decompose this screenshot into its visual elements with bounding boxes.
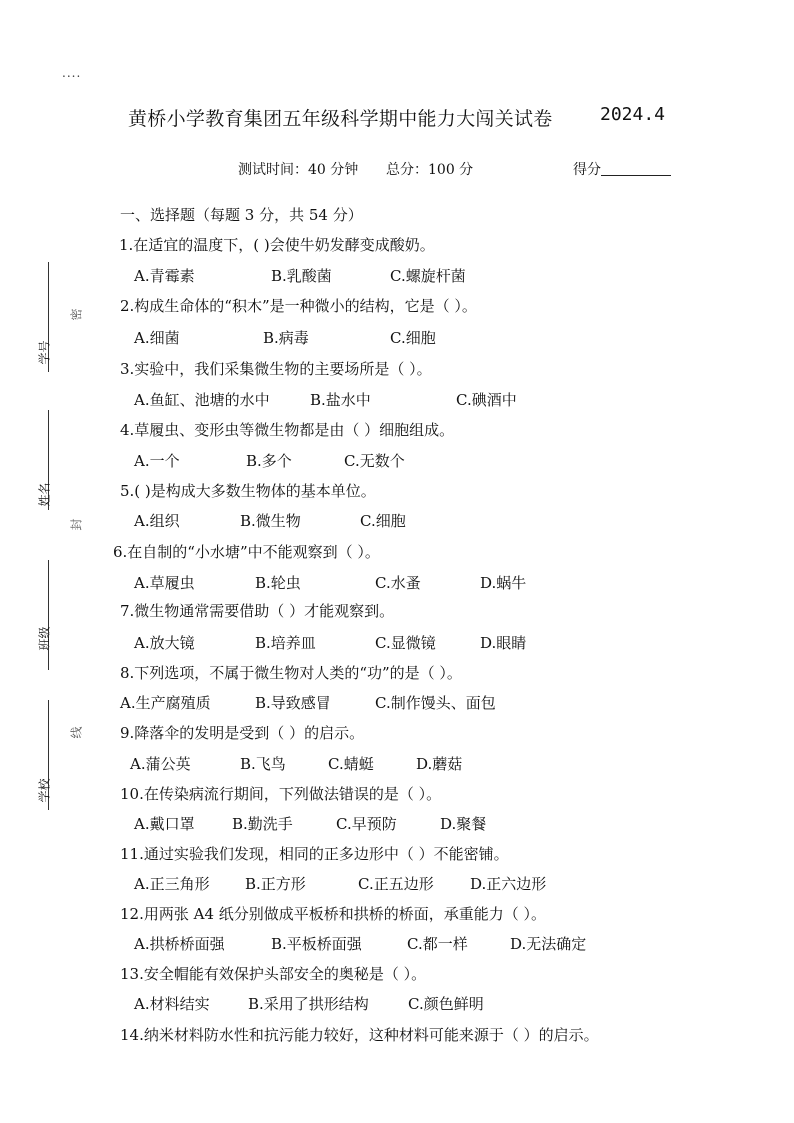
- q9-option-d[interactable]: D.蘑菇: [416, 755, 463, 773]
- total-score: 总分：100 分: [386, 162, 474, 178]
- q2-option-b[interactable]: B.病毒: [263, 329, 309, 347]
- q8-option-a[interactable]: A.生产腐殖质: [120, 694, 211, 712]
- q3-option-b[interactable]: B.盐水中: [310, 391, 371, 409]
- question-5: 5.( )是构成大多数生物体的基本单位。: [120, 482, 376, 500]
- q7-option-b[interactable]: B.培养皿: [255, 634, 316, 652]
- score-label: 得分: [573, 162, 601, 178]
- q6-option-d[interactable]: D.蜗牛: [480, 574, 527, 592]
- binding-line-3: [48, 560, 49, 670]
- q9-option-b[interactable]: B.飞鸟: [240, 755, 286, 773]
- q12-option-a[interactable]: A.拱桥桥面强: [134, 935, 225, 953]
- q8-option-c[interactable]: C.制作馒头、面包: [375, 694, 496, 712]
- question-2: 2.构成生命体的“积木”是一种微小的结构，它是（ ）。: [120, 297, 477, 315]
- q4-option-b[interactable]: B.多个: [246, 452, 292, 470]
- question-7: 7.微生物通常需要借助（ ）才能观察到。: [120, 602, 395, 620]
- q10-option-b[interactable]: B.勤洗手: [232, 815, 293, 833]
- class-label: 班级: [37, 626, 52, 651]
- q7-option-d[interactable]: D.眼睛: [480, 634, 527, 652]
- question-14: 14.纳米材料防水性和抗污能力较好，这种材料可能来源于（ ）的启示。: [120, 1026, 599, 1044]
- q13-option-c[interactable]: C.颜色鲜明: [408, 995, 484, 1013]
- q6-option-c[interactable]: C.水蚤: [375, 574, 421, 592]
- school-label: 学校: [37, 778, 52, 803]
- score-blank[interactable]: [601, 161, 671, 176]
- name-label: 姓名: [37, 482, 52, 507]
- question-13: 13.安全帽能有效保护头部安全的奥秘是（ ）。: [120, 965, 427, 983]
- question-9: 9.降落伞的发明是受到（ ）的启示。: [120, 724, 365, 742]
- q10-option-c[interactable]: C.早预防: [336, 815, 397, 833]
- q3-option-c[interactable]: C.碘酒中: [456, 391, 517, 409]
- q11-option-a[interactable]: A.正三角形: [134, 875, 210, 893]
- q13-option-b[interactable]: B.采用了拱形结构: [248, 995, 369, 1013]
- seal-mark-xian: 线: [69, 726, 84, 739]
- q7-option-c[interactable]: C.显微镜: [375, 634, 436, 652]
- q2-option-c[interactable]: C.细胞: [390, 329, 436, 347]
- q4-option-a[interactable]: A.一个: [134, 452, 180, 470]
- question-12: 12.用两张 A4 纸分别做成平板桥和拱桥的桥面，承重能力（ ）。: [120, 905, 547, 923]
- q11-option-c[interactable]: C.正五边形: [358, 875, 434, 893]
- seal-mark-feng: 封: [69, 518, 84, 531]
- section-title: 一、选择题（每题 3 分，共 54 分）: [120, 206, 363, 224]
- question-10: 10.在传染病流行期间，下列做法错误的是（ ）。: [120, 785, 442, 803]
- q3-option-a[interactable]: A.鱼缸、池塘的水中: [134, 391, 270, 409]
- q11-option-b[interactable]: B.正方形: [245, 875, 306, 893]
- q13-option-a[interactable]: A.材料结实: [134, 995, 210, 1013]
- q6-option-a[interactable]: A.草履虫: [134, 574, 195, 592]
- exam-date: 2024.4: [600, 104, 666, 125]
- q4-option-c[interactable]: C.无数个: [344, 452, 405, 470]
- q2-option-a[interactable]: A.细菌: [134, 329, 180, 347]
- question-8: 8.下列选项，不属于微生物对人类的“功”的是（ ）。: [120, 664, 462, 682]
- corner-dots: ....: [62, 66, 82, 80]
- q5-option-b[interactable]: B.微生物: [240, 512, 301, 530]
- seal-mark-mi: 密: [69, 308, 84, 321]
- question-6: 6.在自制的“小水塘”中不能观察到（ ）。: [113, 543, 380, 561]
- q5-option-a[interactable]: A.组织: [134, 512, 180, 530]
- q9-option-c[interactable]: C.蜻蜓: [328, 755, 374, 773]
- q1-option-a[interactable]: A.青霉素: [134, 267, 195, 285]
- question-1: 1.在适宜的温度下，( )会使牛奶发酵变成酸奶。: [119, 236, 435, 254]
- q12-option-c[interactable]: C.都一样: [407, 935, 468, 953]
- q9-option-a[interactable]: A.蒲公英: [130, 755, 191, 773]
- test-time: 测试时间：40 分钟: [238, 162, 359, 178]
- q12-option-d[interactable]: D.无法确定: [510, 935, 587, 953]
- q10-option-a[interactable]: A.戴口罩: [134, 815, 195, 833]
- q12-option-b[interactable]: B.平板桥面强: [271, 935, 362, 953]
- q10-option-d[interactable]: D.聚餐: [440, 815, 487, 833]
- q1-option-b[interactable]: B.乳酸菌: [271, 267, 332, 285]
- q1-option-c[interactable]: C.螺旋杆菌: [390, 267, 466, 285]
- score-field[interactable]: [573, 159, 671, 179]
- q7-option-a[interactable]: A.放大镜: [134, 634, 195, 652]
- question-4: 4.草履虫、变形虫等微生物都是由（ ）细胞组成。: [120, 421, 455, 439]
- question-11: 11.通过实验我们发现，相同的正多边形中（ ）不能密铺。: [120, 845, 509, 863]
- q11-option-d[interactable]: D.正六边形: [470, 875, 547, 893]
- q5-option-c[interactable]: C.细胞: [360, 512, 406, 530]
- question-3: 3.实验中，我们采集微生物的主要场所是（ ）。: [120, 360, 432, 378]
- exam-title: 黄桥小学教育集团五年级科学期中能力大闯关试卷: [128, 108, 553, 130]
- student-id-label: 学号: [37, 340, 52, 365]
- q8-option-b[interactable]: B.导致感冒: [255, 694, 331, 712]
- q6-option-b[interactable]: B.轮虫: [255, 574, 301, 592]
